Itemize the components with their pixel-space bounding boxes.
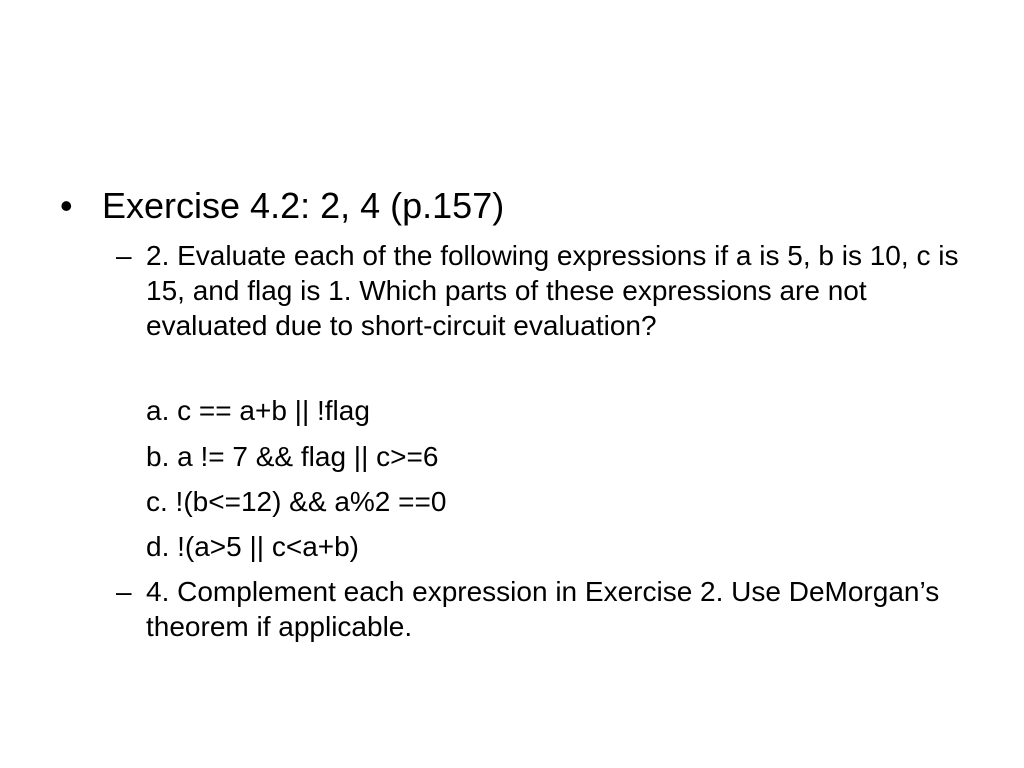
expression-c: c. !(b<=12) && a%2 ==0 bbox=[146, 486, 447, 517]
main-bullet bbox=[60, 184, 504, 228]
bullet-marker: • bbox=[60, 185, 73, 226]
sub-item-exercise-2 bbox=[116, 238, 976, 343]
sub-item-exercise-4 bbox=[116, 574, 976, 644]
expression-a: a. c == a+b || !flag bbox=[146, 395, 370, 426]
dash-marker: – bbox=[116, 576, 132, 607]
expression-d: d. !(a>5 || c<a+b) bbox=[146, 531, 360, 562]
expression-b: b. a != 7 && flag || c>=6 bbox=[146, 441, 439, 472]
dash-marker: – bbox=[116, 240, 132, 271]
exercise-heading: Exercise 4.2: 2, 4 (p.157) bbox=[102, 185, 505, 226]
exercise-4-text: 4. Complement each expression in Exercise 2. Use DeMorgan’s theorem if applicable. bbox=[146, 576, 940, 642]
exercise-2-text: 2. Evaluate each of the following expressions if a is 5, b is 10, c is 15, and flag is 1. Which parts of these expressions are not evaluated due to short-circuit evaluation? bbox=[146, 240, 959, 341]
